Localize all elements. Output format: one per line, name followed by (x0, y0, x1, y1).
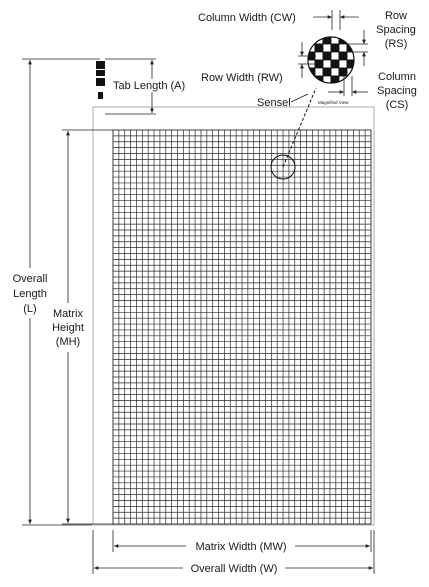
magnified-sensel-cell (331, 52, 339, 60)
magnified-sensel-cell (347, 76, 355, 84)
tab-connector (96, 61, 105, 99)
magnified-sensel-cell (315, 60, 323, 68)
magnified-sensel-cell (315, 68, 323, 76)
sensel-matrix (113, 130, 371, 524)
magnified-sensel-cell (323, 52, 331, 60)
magnified-sensel-cell (307, 76, 315, 84)
magnified-sensel-cell (331, 68, 339, 76)
matrix-width-label: Matrix Width (MW) (195, 541, 287, 553)
row-spacing-label-1: Row (384, 10, 408, 22)
magnified-sensel-cell (323, 60, 331, 68)
magnified-sensel-cell (307, 36, 315, 44)
matrix-height-label-2: Height (52, 322, 84, 334)
magnified-sensel-cell (331, 60, 339, 68)
magnified-view-label: Magnified View (318, 100, 349, 105)
column-width-dimension (313, 10, 359, 30)
matrix-height-label-1: Matrix (53, 308, 83, 320)
sensel-label-leader (291, 94, 308, 102)
row-spacing-label-2: Spacing (376, 24, 416, 36)
column-spacing-label-3: (CS) (385, 99, 409, 111)
tab-length-label: Tab Length (A) (113, 80, 186, 92)
sensor-outline (93, 107, 374, 525)
sensel-label: Sensel (257, 97, 291, 109)
magnified-sensel-cell (339, 52, 347, 60)
column-spacing-label-1: Column (378, 71, 416, 83)
magnified-sensel-cell (315, 52, 323, 60)
magnified-sensel-cell (339, 68, 347, 76)
overall-width-label: Overall Width (W) (190, 563, 278, 575)
magnified-sensel-cell (339, 44, 347, 52)
column-width-label: Column Width (CW) (198, 12, 296, 24)
column-spacing-label-2: Spacing (377, 85, 417, 97)
magnified-sensel-cell (347, 36, 355, 44)
row-spacing-label-3: (RS) (384, 38, 408, 50)
magnified-sensel-cell (315, 44, 323, 52)
magnified-sensel-cell (323, 68, 331, 76)
magnified-sensel-cell (323, 44, 331, 52)
matrix-height-label-3: (MH) (55, 336, 81, 348)
row-width-label: Row Width (RW) (201, 72, 283, 84)
overall-length-label-2: Length (13, 288, 47, 300)
magnified-view (307, 36, 355, 84)
magnified-sensel-cell (339, 60, 347, 68)
overall-length-label-1: Overall (12, 273, 48, 285)
magnified-sensel-cell (331, 44, 339, 52)
overall-length-label-3: (L) (23, 303, 37, 315)
